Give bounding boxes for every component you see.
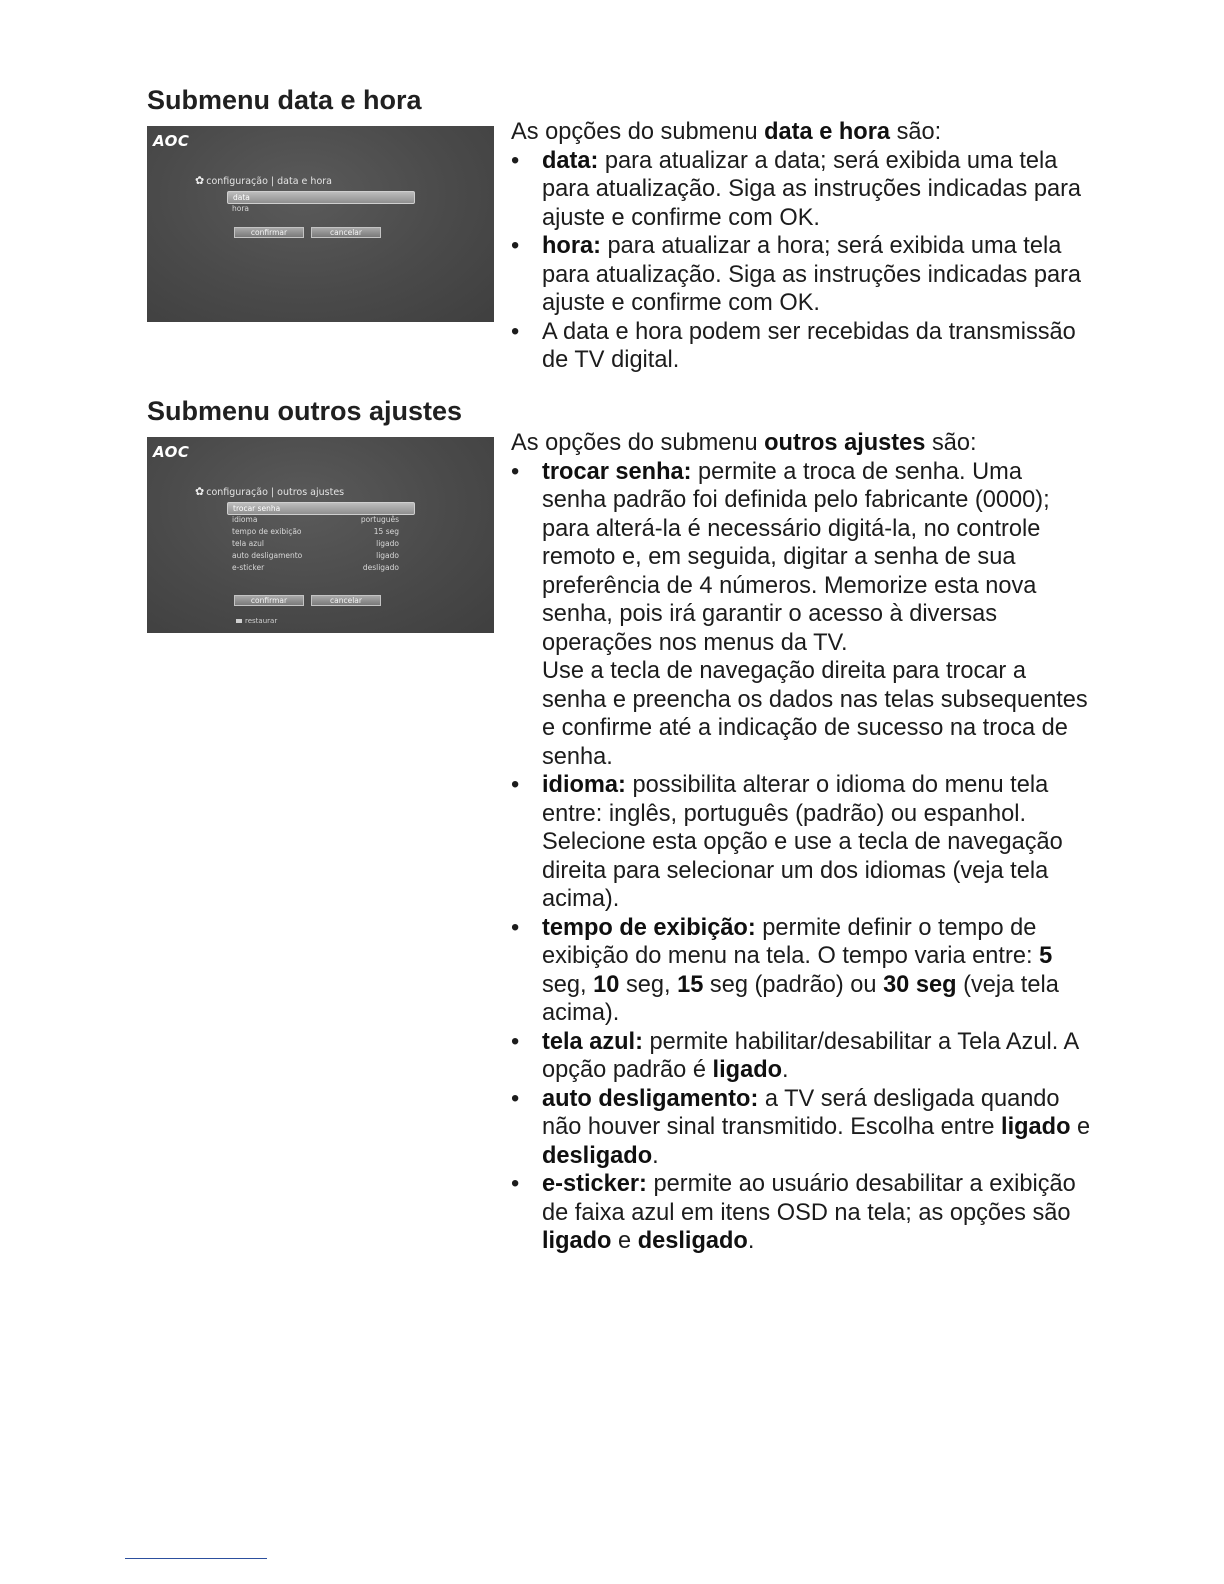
list-item-hora: • hora: para atualizar a hora; será exibida uma tela para atualização. Siga as instruções indicadas para ajuste e confirme com OK.	[511, 233, 1082, 316]
gear-icon: ✿	[195, 485, 205, 498]
osd-menu-item-tempo[interactable]: tempo de exibição 15 seg	[232, 527, 399, 536]
options-list	[511, 147, 1091, 375]
list-item-e-sticker: • e-sticker: permite ao usuário desabilitar a exibição de faixa azul em itens OSD na tela; as opções são ligado e desligado.	[511, 1171, 1076, 1254]
osd-breadcrumb: ✿ configuração | outros ajustes	[195, 485, 345, 498]
list-item-note: • A data e hora podem ser recebidas da transmissão de TV digital.	[511, 318, 1076, 373]
list-item-auto-desligamento: • auto desligamento: a TV será desligada quando não houver sinal transmitido. Escolha entre ligado e desligado.	[511, 1085, 1091, 1169]
osd-menu-item-tela-azul[interactable]: tela azul ligado	[232, 539, 399, 548]
list-item-tela-azul: • tela azul: permite habilitar/desabilitar a Tela Azul. A opção padrão é ligado.	[511, 1028, 1078, 1083]
osd-menu-item-auto-desligamento[interactable]: auto desligamento ligado	[232, 551, 399, 560]
list-item-idioma: • idioma: possibilita alterar o idioma do menu tela entre: inglês, português (padrão) ou espanhol. Selecione esta opção e use a tecla de navegação direita para selecionar um dos idiomas (veja tela acima).	[511, 772, 1063, 912]
osd-menu-item-data[interactable]: data	[227, 191, 415, 204]
osd-breadcrumb: ✿ configuração | data e hora	[195, 174, 332, 187]
options-list	[511, 458, 1091, 1256]
aoc-logo: AOC	[153, 443, 190, 461]
osd-restore-hint[interactable]: restaurar	[236, 617, 277, 625]
description-outros-ajustes	[511, 429, 1091, 1256]
list-item-data: • data: para atualizar a data; será exibida uma tela para atualização. Siga as instruções indicadas para ajuste e confirme com OK.	[511, 147, 1082, 231]
section-title-outros-ajustes: Submenu outros ajustes	[147, 396, 463, 426]
tv-screen-outros-ajustes	[147, 437, 494, 633]
section-title-data-hora: Submenu data e hora	[147, 85, 422, 115]
osd-menu-item-idioma[interactable]: idioma português	[232, 515, 399, 524]
list-item-extra: Use a tecla de navegação direita para trocar a senha e preencha os dados nas telas subsequentes e confirme até a indicação de sucesso na troca de senha.	[542, 658, 1088, 770]
list-item-tempo: • tempo de exibição: permite definir o tempo de exibição do menu na tela. O tempo varia entre: 5 seg, 10 seg, 15 seg (padrão) ou 30 seg (veja tela acima).	[511, 914, 1059, 1026]
intro-paragraph: As opções do submenu outros ajustes são:	[511, 430, 977, 456]
tv-screen-data-hora	[147, 126, 494, 322]
aoc-logo: AOC	[153, 132, 190, 150]
osd-menu-item-trocar-senha[interactable]: trocar senha	[227, 502, 415, 515]
osd-cancel-button[interactable]: cancelar	[311, 227, 381, 238]
intro-paragraph: As opções do submenu data e hora são:	[511, 119, 942, 145]
osd-menu-item-hora[interactable]: hora	[232, 204, 250, 213]
list-item-trocar-senha: • trocar senha: permite a troca de senha. Uma senha padrão foi definida pelo fabricante (0000); para alterá-la é necessário digitá-la, no controle remoto e, em seguida, digitar a senha de sua preferência de 4 números. Memorize esta nova senha, pois irá garantir o acesso à diversas operações nos menus da TV. Use a tecla de navegação direita para trocar a senha e preencha os dados nas telas subsequentes e confirme até a indicação de sucesso na troca de senha.	[511, 458, 1091, 772]
gear-icon: ✿	[195, 174, 205, 187]
description-data-hora	[511, 118, 1091, 375]
osd-menu-item-e-sticker[interactable]: e-sticker desligado	[232, 563, 399, 572]
osd-confirm-button[interactable]: confirmar	[234, 227, 304, 238]
osd-confirm-button[interactable]: confirmar	[234, 595, 304, 606]
remote-key-icon	[236, 619, 242, 623]
footer-divider	[125, 1558, 267, 1559]
osd-cancel-button[interactable]: cancelar	[311, 595, 381, 606]
